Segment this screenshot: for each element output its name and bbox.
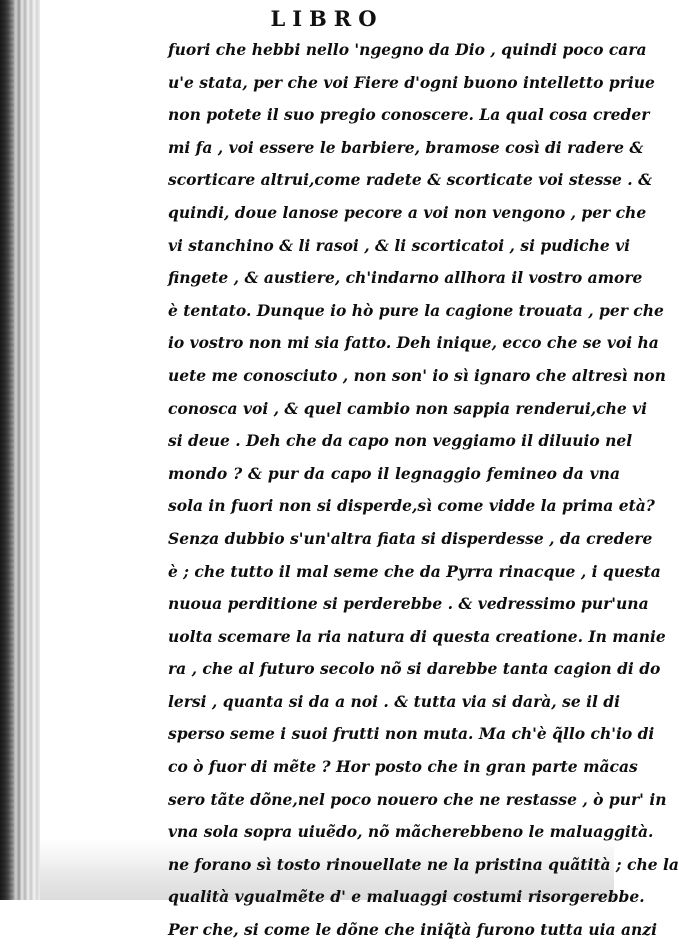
text-line: sero tãte dõne,nel poco nouero che ne restasse , ò pur' in — [168, 789, 667, 809]
text-line: io vostro non mi sia fatto. Deh inique, ecco che se voi ha — [168, 333, 659, 353]
text-line: quindi, doue lanose pecore a voi non vengono , per che — [168, 202, 647, 222]
text-line: si deue . Deh che da capo non veggiamo il diluuio nel — [168, 431, 633, 451]
text-line: fingete , & austiere, ch'indarno allhora il vostro amore — [168, 268, 643, 288]
text-line: mondo ? & pur da capo il legnaggio femineo da vna — [168, 463, 620, 483]
text-block — [168, 34, 679, 947]
text-line: vi stanchino & li rasoi , & li scorticatoi , si pudiche vi — [168, 235, 631, 255]
text-line: co ò fuor di mẽte ? Hor posto che in gran parte mãcas — [168, 757, 638, 777]
text-line: è ; che tutto il mal seme che da Pyrra rinacque , i questa — [168, 561, 661, 581]
text-line: lersi , quanta si da a noi . & tutta via si darà, se il di — [168, 691, 620, 711]
text-line: sola in fuori non si disperde,sì come vidde la prima età? — [168, 496, 655, 516]
text-line: sperso seme i suoi frutti non muta. Ma ch'è q̃llo ch'io di — [168, 724, 655, 744]
text-line: qualità vgualmẽte d' e maluaggi costumi risorgerebbe. — [168, 887, 645, 907]
text-line: non potete il suo pregio conoscere. La qual cosa creder — [168, 105, 650, 125]
text-line: Per che, si come le dõne che iniq̃tà furono tutta uia anzi — [168, 920, 657, 940]
text-line: uolta scemare la ria natura di questa creatione. In manie — [168, 626, 666, 646]
text-line: è tentato. Dunque io hò pure la cagione trouata , per che — [168, 300, 664, 320]
text-line: Senza dubbio s'un'altra fiata si disperdesse , da credere — [168, 528, 653, 548]
text-line: nuoua perditione si perderebbe . & vedressimo pur'una — [168, 594, 649, 614]
text-line: ne forano sì tosto rinouellate ne la pristina quãtità ; che la — [168, 854, 679, 874]
text-line: mi fa , voi essere le barbiere, bramose così di radere & — [168, 137, 644, 157]
text-line: u'e stata, per che voi Fiere d'ogni buono intelletto priue — [168, 72, 655, 92]
text-line: scorticare altrui,come radete & scorticate voi stesse . & — [168, 170, 653, 190]
text-line: ra , che al futuro secolo nõ si darebbe tanta cagion di do — [168, 659, 661, 679]
text-line: vna sola sopra uiuẽdo, nõ mãcherebbeno le maluaggità. — [168, 822, 654, 842]
running-head: LIBRO — [270, 6, 384, 31]
text-line: uete me conosciuto , non son' io sì ignaro che altresì non — [168, 365, 666, 385]
book-page — [40, 0, 679, 940]
text-line: conosca voi , & quel cambio non sappia renderui,che vi — [168, 398, 648, 418]
text-line: fuori che hebbi nello 'ngegno da Dio , quindi poco cara — [168, 40, 647, 59]
